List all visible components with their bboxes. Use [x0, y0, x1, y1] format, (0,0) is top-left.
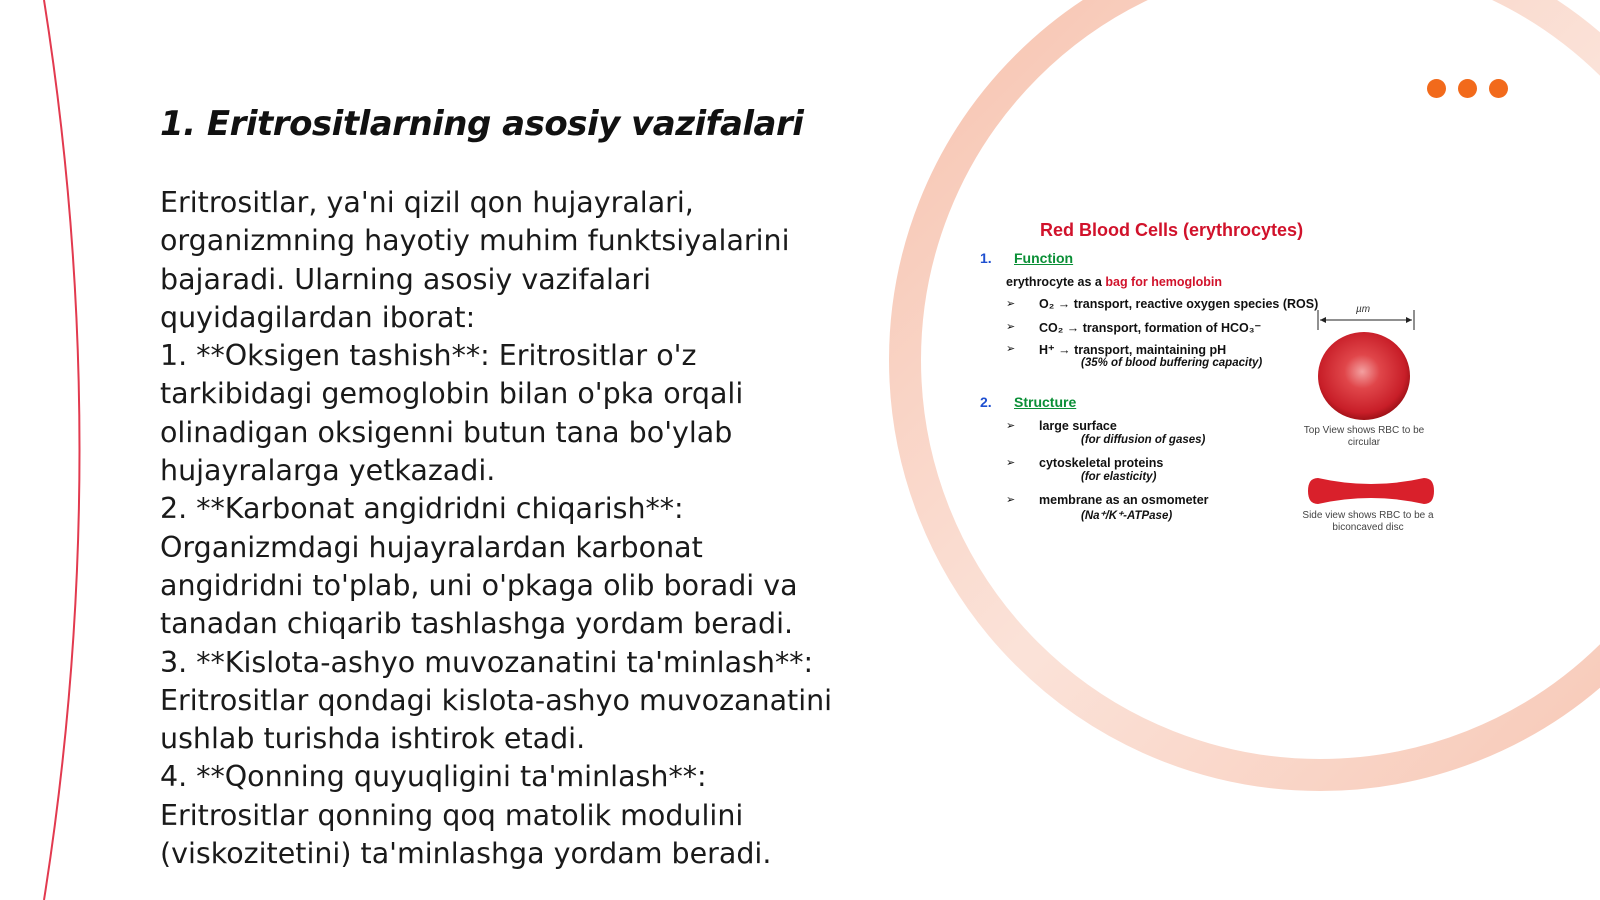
- bullet-arrow-icon: ➢: [1006, 457, 1016, 469]
- unit-label: µm: [1356, 304, 1371, 315]
- body-paragraph: 2. **Karbonat angidridni chiqarish**: Organizmdagi hujayralardan karbonat angidridni to'plab, uni o'pkaga olib boradi va tanadan chiqarib tashlashga yordam beradi.: [160, 492, 798, 641]
- figure-title: Red Blood Cells (erythrocytes): [1040, 220, 1304, 240]
- rbc-side-view-icon: [1308, 476, 1434, 506]
- structure-item: membrane as an osmometer: [1039, 493, 1209, 507]
- side-view-caption: Side view shows RBC to be a biconcaved disc: [1302, 510, 1434, 533]
- structure-note: (Na⁺/K⁺-ATPase): [1081, 510, 1173, 522]
- structure-item: cytoskeletal proteins: [1039, 456, 1164, 470]
- body-paragraph: 3. **Kislota-ashyo muvozanatini ta'minlash**: Eritrositlar qondagi kislota-ashyo muvozanatini ushlab turishda ishtirok etadi.: [160, 645, 833, 756]
- bullet-arrow-icon: ➢: [1006, 420, 1016, 432]
- menu-dots: [1427, 79, 1508, 98]
- bullet-arrow-icon: ➢: [1006, 343, 1016, 355]
- rbc-figure: [968, 208, 1448, 538]
- rbc-top-view-icon: [1316, 330, 1412, 422]
- intro-highlight: bag for hemoglobin: [1105, 275, 1223, 289]
- figure-intro: [1006, 275, 1222, 289]
- slide-title: 1. Eritrositlarning asosiy vazifalari: [160, 104, 804, 144]
- bullet-arrow-icon: ➢: [1006, 494, 1016, 506]
- top-view-caption: Top View shows RBC to be circular: [1303, 425, 1425, 448]
- dot-icon: [1427, 79, 1446, 98]
- function-item: O₂ → transport, reactive oxygen species (ROS): [1039, 297, 1319, 311]
- structure-item: large surface: [1039, 419, 1117, 433]
- intro-prefix: erythrocyte as a: [1006, 275, 1106, 289]
- section-number: 2.: [980, 394, 992, 410]
- section-heading-function: Function: [1014, 250, 1074, 266]
- function-item: H⁺ → transport, maintaining pH: [1039, 343, 1227, 357]
- body-paragraph: Eritrositlar, ya'ni qizil qon hujayralari, organizmning hayotiy muhim funktsiyalarini bajaradi. Ularning asosiy vazifalari quyidagilardan iborat:: [160, 186, 790, 334]
- body-paragraph: 1. **Oksigen tashish**: Eritrositlar o'z tarkibidagi gemoglobin bilan o'pka orqali olinadigan oksigenni butun tana bo'ylab hujayralarga yetkazadi.: [160, 339, 744, 488]
- function-note: (35% of blood buffering capacity): [1081, 357, 1263, 369]
- body-paragraph: 4. **Qonning quyuqligini ta'minlash**: Eritrositlar qonning qoq matolik modulini (viskozitetini) ta'minlashga yordam beradi.: [160, 760, 772, 871]
- bullet-arrow-icon: ➢: [1006, 321, 1016, 333]
- dot-icon: [1458, 79, 1477, 98]
- section-number: 1.: [980, 250, 992, 266]
- bullet-arrow-icon: ➢: [1006, 298, 1016, 310]
- structure-note: (for diffusion of gases): [1081, 434, 1206, 446]
- dot-icon: [1489, 79, 1508, 98]
- structure-note: (for elasticity): [1081, 471, 1157, 483]
- slide-body: [160, 184, 850, 873]
- function-item: CO₂ → transport, formation of HCO₃⁻: [1039, 321, 1262, 335]
- section-heading-structure: Structure: [1014, 394, 1077, 410]
